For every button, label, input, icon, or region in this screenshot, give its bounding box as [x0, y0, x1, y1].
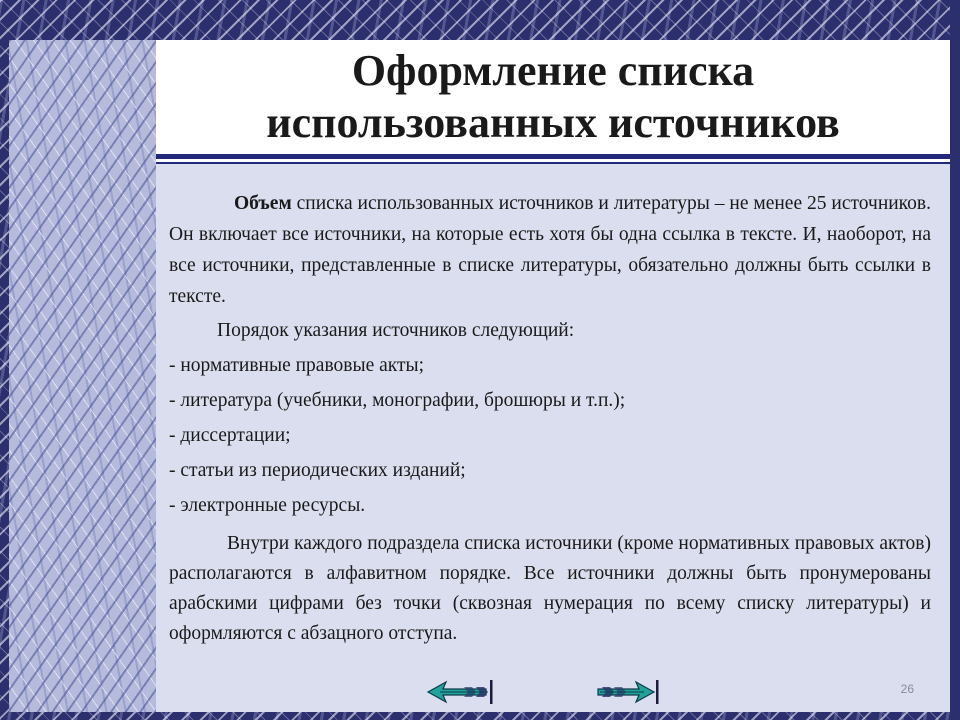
arrow-right-icon	[594, 679, 666, 705]
list-item: - статьи из периодических изданий;	[169, 460, 466, 481]
frame-border-right	[950, 0, 960, 720]
title-area	[156, 40, 950, 154]
list-item: - литература (учебники, монографии, брошюры и т.п.);	[169, 390, 626, 411]
list-item: - диссертации;	[169, 425, 291, 446]
paragraph-volume	[169, 188, 931, 312]
list-item: - нормативные правовые акты;	[169, 355, 425, 376]
paragraph-order: Порядок указания источников следующий:	[217, 320, 575, 341]
previous-slide-button[interactable]	[426, 679, 498, 705]
slide-title-line-1: Оформление списка	[351, 46, 755, 95]
paragraph-ordering-rules: Внутри каждого подраздела списка источники (кроме нормативных правовых актов) располагаются в алфавитном порядке. Все источники должны быть пронумерованы арабскими цифрами без точки (сквозная нумерация по всему списку литературы) и оформляются с абзацного отступа.	[169, 533, 931, 644]
arrow-left-icon	[426, 679, 498, 705]
decorative-pattern-strip	[9, 40, 156, 712]
slide-title-line-2: использованных источников	[266, 98, 840, 147]
paragraph-volume-lead: Объем	[234, 193, 292, 214]
slide-body-text	[169, 188, 931, 649]
paragraph-volume-text: списка использованных источников и литературы – не менее 25 источников. Он включает все источники, на которые есть хотя бы одна ссылка в тексте. И, наоборот, на все источники, представленные в списке литературы, обязательно должны быть ссылки в тексте.	[169, 193, 931, 307]
next-slide-button[interactable]	[594, 679, 666, 705]
page-number: 26	[900, 682, 914, 696]
list-item: - электронные ресурсы.	[169, 495, 366, 516]
slide-content	[156, 164, 950, 712]
